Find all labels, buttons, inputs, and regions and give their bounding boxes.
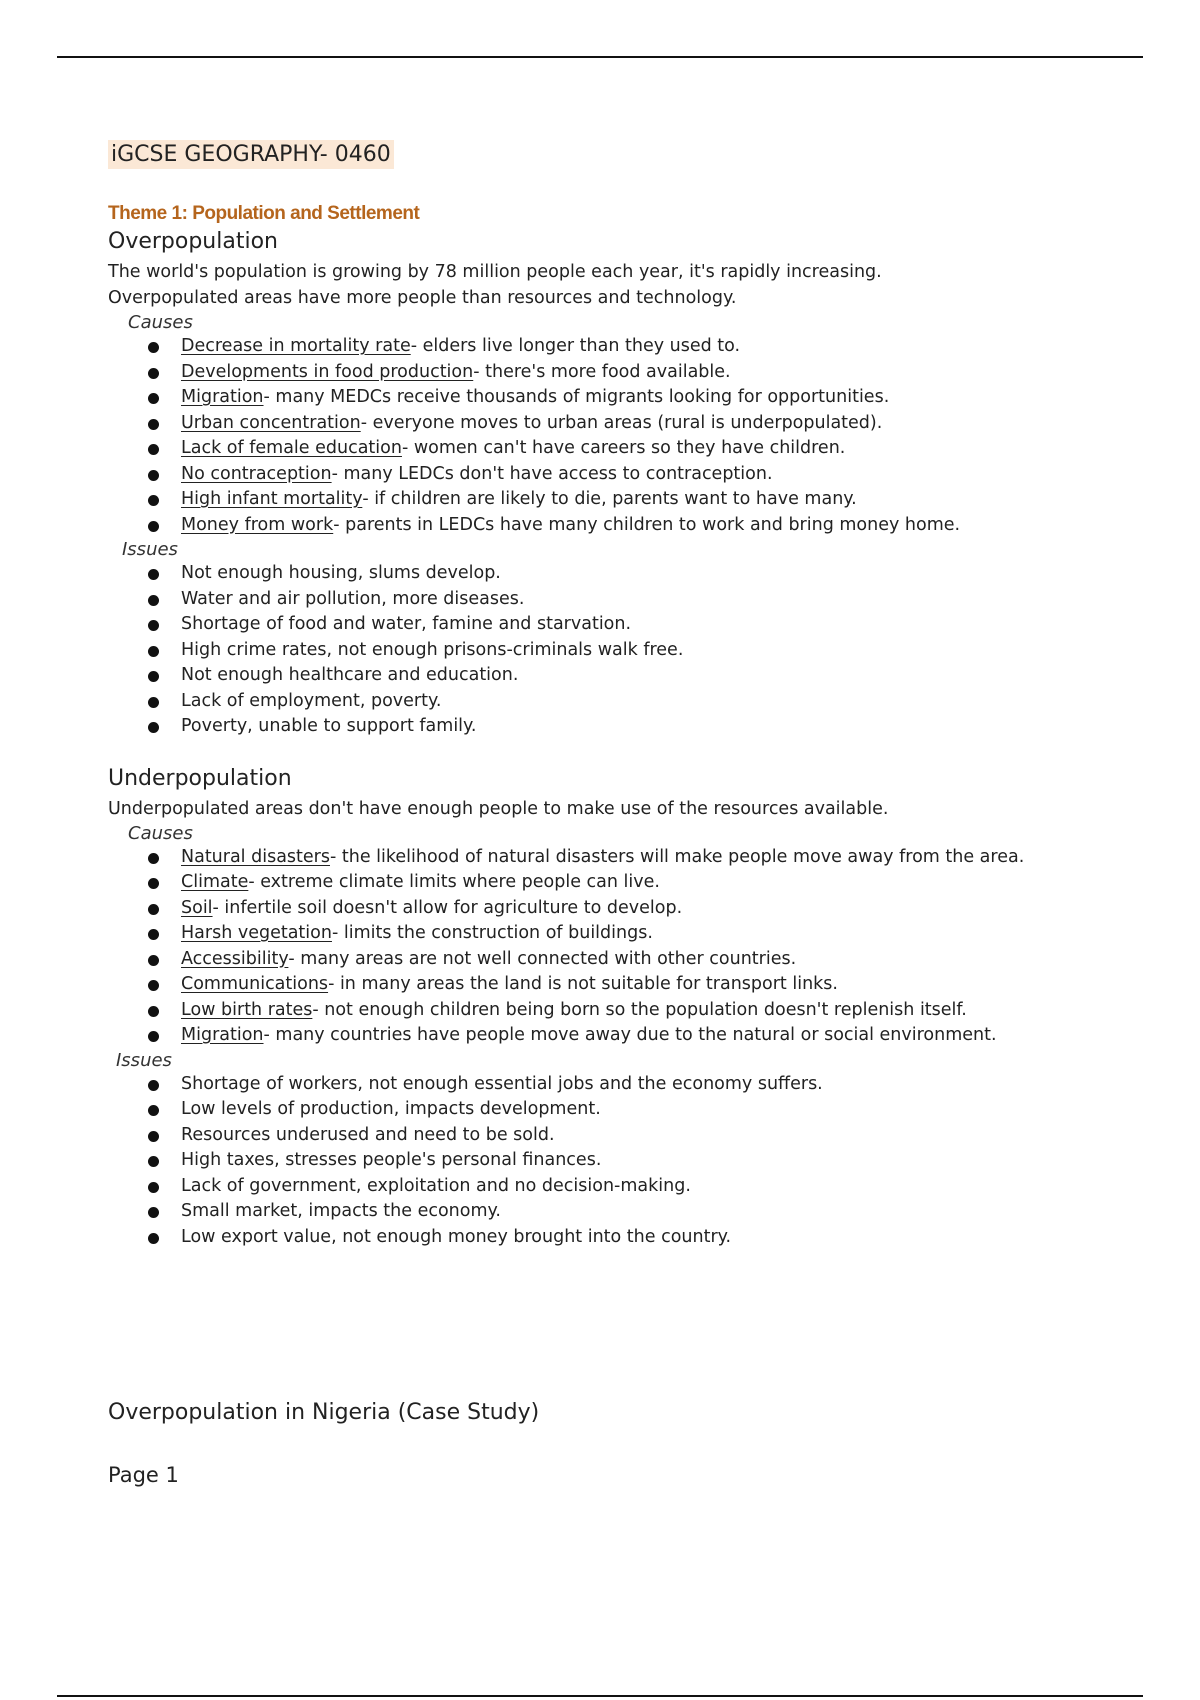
cause-term: Migration	[181, 1025, 264, 1045]
cause-term: No contraception	[181, 463, 332, 484]
list-item	[148, 334, 1108, 360]
cause-text: - not enough children being born so the population doesn't replenish itself.	[312, 999, 967, 1020]
cause-term: Climate	[181, 872, 249, 892]
cause-text: - if children are likely to die, parents want to have many.	[362, 489, 857, 509]
intro-line: Overpopulated areas have more people than resources and technology.	[108, 288, 737, 308]
cause-text: - extreme climate limits where people can live.	[248, 872, 660, 892]
cause-text: - everyone moves to urban areas (rural is underpopulated).	[360, 412, 883, 433]
issues-label: Issues	[116, 1049, 172, 1071]
cause-term: Urban concentration	[181, 412, 361, 433]
list-item	[148, 921, 1108, 947]
list-item	[148, 411, 1108, 437]
issues-list	[108, 1072, 1108, 1251]
causes-label: Causes	[128, 312, 193, 333]
list-item	[148, 870, 1108, 896]
list-item	[148, 360, 1108, 386]
list-item: Water and air pollution, more diseases.	[148, 587, 1108, 613]
issues-label: Issues	[122, 539, 178, 560]
cause-text: - many MEDCs receive thousands of migrants looking for opportunities.	[263, 387, 890, 407]
list-item: Shortage of food and water, famine and starvation.	[148, 612, 1108, 638]
list-item: Not enough healthcare and education.	[148, 663, 1108, 689]
bottom-rule	[57, 1695, 1143, 1697]
cause-term: Migration	[181, 387, 264, 407]
list-item: Not enough housing, slums develop.	[148, 561, 1108, 587]
cause-term: High infant mortality	[181, 489, 363, 509]
list-item	[148, 896, 1108, 922]
list-item	[148, 1023, 1108, 1049]
section-heading: Underpopulation	[108, 765, 292, 791]
intro-line: The world's population is growing by 78 million people each year, it's rapidly increasing.	[108, 262, 882, 282]
cause-text: - the likelihood of natural disasters will make people move away from the area.	[329, 846, 1025, 867]
page-number: Page 1	[108, 1463, 179, 1487]
cause-text: - infertile soil doesn't allow for agriculture to develop.	[212, 897, 683, 918]
causes-list	[108, 845, 1108, 1049]
list-item	[148, 487, 1108, 513]
issues-list	[108, 561, 1108, 740]
causes-label: Causes	[128, 822, 193, 844]
list-item	[148, 947, 1108, 973]
list-item	[148, 436, 1108, 462]
cause-term: Low birth rates	[181, 999, 313, 1020]
section-heading: Overpopulation	[108, 229, 278, 254]
cause-term: Soil	[181, 897, 213, 918]
list-item	[148, 998, 1108, 1024]
list-item: Low export value, not enough money brought into the country.	[148, 1225, 1108, 1251]
list-item: Lack of government, exploitation and no decision-making.	[148, 1174, 1108, 1200]
list-item	[148, 462, 1108, 488]
top-rule	[57, 56, 1143, 58]
overpopulation-section	[108, 229, 1108, 740]
document-page	[108, 140, 1108, 1488]
causes-list	[108, 334, 1108, 538]
list-item: Low levels of production, impacts development.	[148, 1097, 1108, 1123]
cause-term: Lack of female education	[181, 438, 402, 458]
list-item: High crime rates, not enough prisons-criminals walk free.	[148, 638, 1108, 664]
cause-text: - many countries have people move away due to the natural or social environment.	[263, 1025, 997, 1045]
list-item	[148, 385, 1108, 411]
list-item: Resources underused and need to be sold.	[148, 1123, 1108, 1149]
cause-text: - in many areas the land is not suitable for transport links.	[328, 974, 838, 994]
list-item: Shortage of workers, not enough essential jobs and the economy suffers.	[148, 1072, 1108, 1098]
cause-term: Decrease in mortality rate	[181, 336, 411, 356]
list-item: Lack of employment, poverty.	[148, 689, 1108, 715]
cause-text: - there's more food available.	[473, 361, 731, 382]
cause-term: Accessibility	[181, 948, 289, 969]
list-item: Poverty, unable to support family.	[148, 714, 1108, 740]
cause-text: - many LEDCs don't have access to contraception.	[331, 463, 773, 484]
list-item	[148, 972, 1108, 998]
cause-term: Harsh vegetation	[181, 923, 332, 943]
case-study-heading: Overpopulation in Nigeria (Case Study)	[108, 1400, 540, 1425]
cause-text: - women can't have careers so they have children.	[401, 438, 846, 458]
cause-term: Natural disasters	[181, 846, 330, 867]
list-item: High taxes, stresses people's personal finances.	[148, 1148, 1108, 1174]
cause-text: - many areas are not well connected with other countries.	[288, 948, 797, 969]
cause-text: - limits the construction of buildings.	[331, 923, 653, 943]
intro-line: Underpopulated areas don't have enough people to make use of the resources available.	[108, 798, 889, 819]
cause-term: Communications	[181, 974, 329, 994]
cause-text: - parents in LEDCs have many children to work and bring money home.	[333, 514, 961, 535]
list-item: Small market, impacts the economy.	[148, 1199, 1108, 1225]
cause-text: - elders live longer than they used to.	[410, 336, 741, 356]
document-title: iGCSE GEOGRAPHY- 0460	[108, 140, 394, 169]
theme-heading: Theme 1: Population and Settlement	[108, 203, 420, 224]
cause-term: Money from work	[181, 514, 334, 535]
cause-term: Developments in food production	[181, 361, 474, 382]
underpopulation-section	[108, 766, 1108, 1251]
list-item	[148, 513, 1108, 539]
list-item	[148, 845, 1108, 871]
